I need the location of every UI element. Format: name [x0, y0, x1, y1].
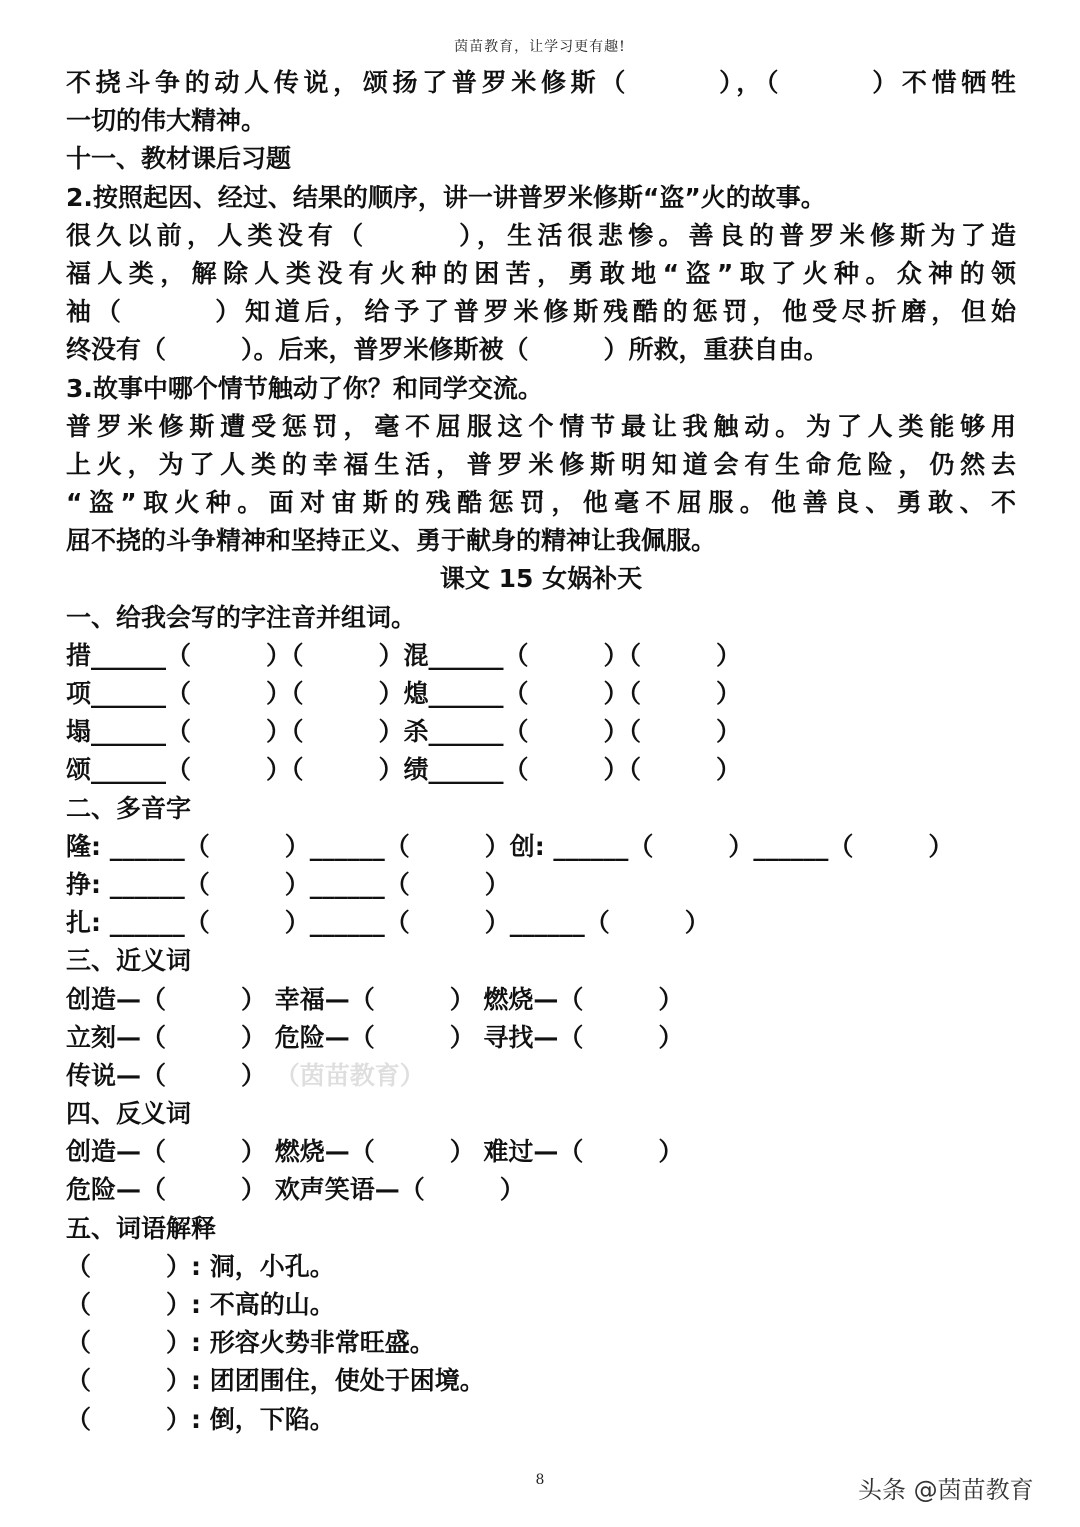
exercise-row — [66, 1057, 1016, 1095]
section-heading: 五、词语解释 — [66, 1213, 217, 1243]
section-heading: 一、给我会写的字注音并组词。 — [66, 602, 417, 632]
text-line: 福人类，解除人类没有火种的困苦，勇敢地“盗”取了火种。众神的领 — [66, 258, 1016, 288]
exercise-row: 创造—（ ） 燃烧—（ ） 难过—（ ） — [66, 1137, 684, 1167]
text-line: 不挠斗争的动人传说，颂扬了普罗米修斯（ ），（ ）不惜牺牲 — [66, 68, 1016, 97]
exercise-row: 措______（ ）（ ）混______（ ）（ ） — [66, 640, 742, 670]
page-number: 8 — [535, 1472, 545, 1488]
section-heading: 二、多音字 — [66, 793, 192, 823]
text-line: 普罗米修斯遭受惩罚，毫不屈服这个情节最让我触动。为了人类能够用 — [66, 411, 1016, 441]
brand-watermark: 头条 @茵苗教育 — [858, 1476, 1034, 1504]
definition-row: （ ）: 形容火势非常旺盛。 — [66, 1328, 435, 1358]
text-line: “盗”取火种。面对宙斯的残酷惩罚，他毫不屈服。他善良、勇敢、不 — [66, 488, 1016, 518]
exercise-row: 隆: ______（ ）______（ ）创: ______（ ）______（ ） — [66, 831, 954, 861]
definition-row: （ ）: 倒，下陷。 — [66, 1404, 335, 1434]
exercise-row: 挣: ______（ ）______（ ） — [66, 869, 510, 899]
text-line: 终没有（ ）。后来，普罗米修斯被（ ）所救，重获自由。 — [66, 335, 829, 365]
exercise-row: 创造—（ ） 幸福—（ ） 燃烧—（ ） — [66, 984, 684, 1014]
definition-row: （ ）: 洞，小孔。 — [66, 1251, 335, 1281]
section-heading: 十一、教材课后习题 — [66, 144, 292, 174]
section-heading: 三、近义词 — [66, 946, 192, 976]
document-body — [66, 64, 1016, 1439]
text-line: 很久以前，人类没有（ ），生活很悲惨。善良的普罗米修斯为了造 — [66, 220, 1016, 250]
text-line: 一切的伟大精神。 — [66, 106, 267, 136]
lesson-title: 课文 15 女娲补天 — [439, 564, 643, 594]
exercise-row: 颂______（ ）（ ）绩______（ ）（ ） — [66, 755, 742, 785]
page-header: 茵苗教育，让学习更有趣! — [454, 39, 626, 55]
exercise-row: 项______（ ）（ ）熄______（ ）（ ） — [66, 679, 742, 708]
exercise-row: 扎: ______（ ）______（ ）______（ ） — [66, 908, 710, 938]
exercise-row: 危险—（ ） 欢声笑语—（ ） — [66, 1175, 525, 1205]
question-text: 3.故事中哪个情节触动了你？和同学交流。 — [66, 373, 543, 403]
exercise-row: 立刻—（ ） 危险—（ ） 寻找—（ ） — [66, 1022, 684, 1052]
question-text: 2.按照起因、经过、结果的顺序，讲一讲普罗米修斯“盗”火的故事。 — [66, 182, 826, 212]
text-line: 屈不挠的斗争精神和坚持正义、勇于献身的精神让我佩服。 — [66, 526, 717, 556]
watermark: （茵苗教育） — [274, 1060, 425, 1090]
exercise-text: 传说—（ ） — [66, 1060, 267, 1090]
definition-row: （ ）: 团团围住，使处于困境。 — [66, 1366, 485, 1396]
text-line: 袖（ ）知道后，给予了普罗米修斯残酷的惩罚，他受尽折磨，但始 — [66, 297, 1016, 327]
section-heading: 四、反义词 — [66, 1099, 192, 1129]
text-line: 上火，为了人类的幸福生活，普罗米修斯明知道会有生命危险，仍然去 — [66, 449, 1016, 479]
exercise-row: 塌______（ ）（ ）杀______（ ）（ ） — [66, 717, 742, 747]
definition-row: （ ）: 不高的山。 — [66, 1290, 335, 1319]
